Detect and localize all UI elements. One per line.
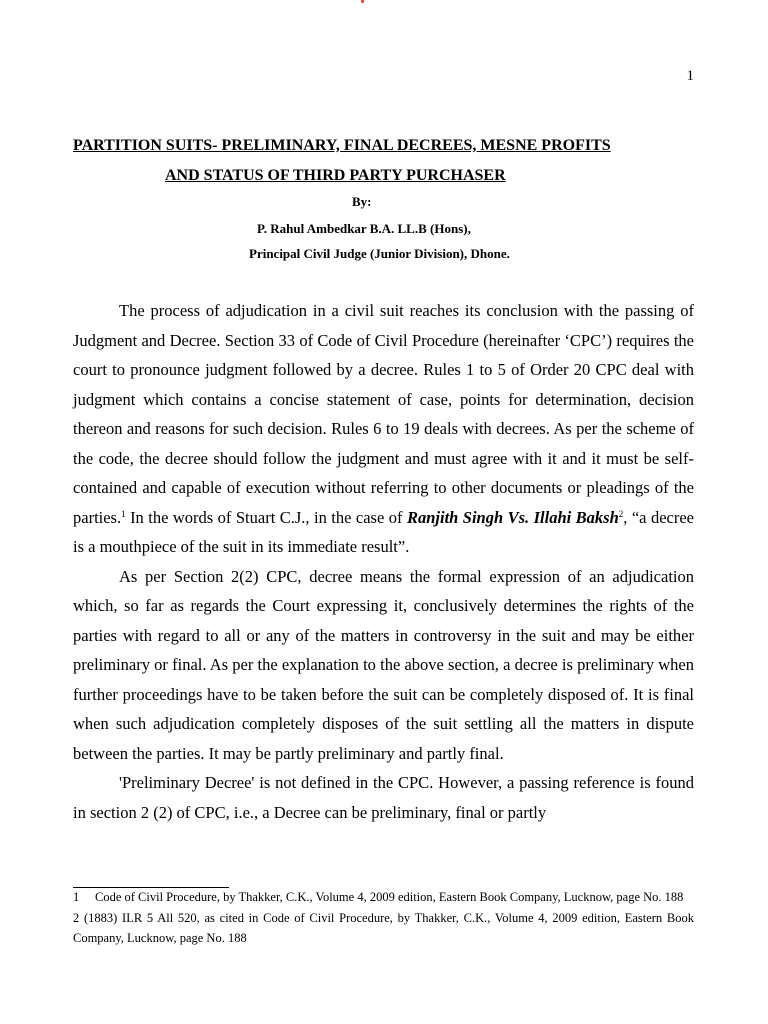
footnote-separator — [73, 887, 229, 888]
paragraph-1 — [73, 296, 694, 562]
footnote-ref-1: 1 — [121, 508, 126, 519]
footnote-1 — [73, 890, 694, 905]
document-title — [73, 131, 695, 191]
by-label: By: — [352, 194, 372, 209]
title-line-2: AND STATUS OF THIRD PARTY PURCHASER — [165, 167, 506, 184]
body-text — [73, 296, 694, 827]
author-name: P. Rahul Ambedkar B.A. LL.B (Hons), — [257, 221, 471, 236]
title-line-1: PARTITION SUITS- PRELIMINARY, FINAL DECREES, MESNE PROFITS — [73, 137, 611, 154]
red-mark — [361, 0, 364, 3]
paragraph-3: 'Preliminary Decree' is not defined in the CPC. However, a passing reference is found in section 2 (2) of CPC, i.e., a Decree can be preliminary, final or partly — [73, 773, 694, 822]
footnote-2: 2 (1883) ILR 5 All 520, as cited in Code of Civil Procedure, by Thakker, C.K., Volume 4, 2009 edition, Eastern Book Company, Lucknow, page No. 188 — [73, 911, 694, 945]
case-name: Ranjith Singh Vs. Illahi Baksh — [406, 507, 619, 527]
footnote-1-text: Code of Civil Procedure, by Thakker, C.K., Volume 4, 2009 edition, Eastern Book Company, Lucknow, page No. 188 — [95, 890, 684, 904]
paragraph-1-part-b: In the words of Stuart C.J., in the case of — [125, 507, 407, 527]
footnote-ref-2: 2 — [618, 508, 624, 519]
footnotes — [73, 890, 694, 948]
page-number: 1 — [686, 68, 694, 84]
footnote-1-number: 1 — [73, 890, 80, 904]
paragraph-2: As per Section 2(2) CPC, decree means the formal expression of an adjudication which, so far as regards the Court expressing it, conclusively determines the rights of the parties with regard to all or any of the matters in controversy in the suit and may be either preliminary or final. As per the explanation to the above section, a decree is preliminary when further proceedings have to be taken before the suit can be completely disposed of. It is final when such adjudication completely disposes of the suit settling all the matters in dispute between the parties. It may be partly preliminary and partly final. — [73, 566, 694, 763]
paragraph-1-part-c: , “a decree is a mouthpiece of the suit in its immediate result”. — [73, 507, 695, 556]
author-designation: Principal Civil Judge (Junior Division), Dhone. — [249, 246, 510, 261]
paragraph-1-part-a: The process of adjudication in a civil suit reaches its conclusion with the passing of Judgment and Decree. Section 33 of Code of Civil Procedure (hereinafter ‘CPC’) requires the court to pronounce judgment followed by a decree. Rules 1 to 5 of Order 20 CPC deal with judgment which contains a concise statement of case, points for determination, decision thereon and reasons for such decision. Rules 6 to 19 deals with decrees. As per the scheme of the code, the decree should follow the judgment and must agree with it and it must be self-contained and capable of execution without referring to other documents or pleadings of the parties. — [73, 301, 694, 527]
